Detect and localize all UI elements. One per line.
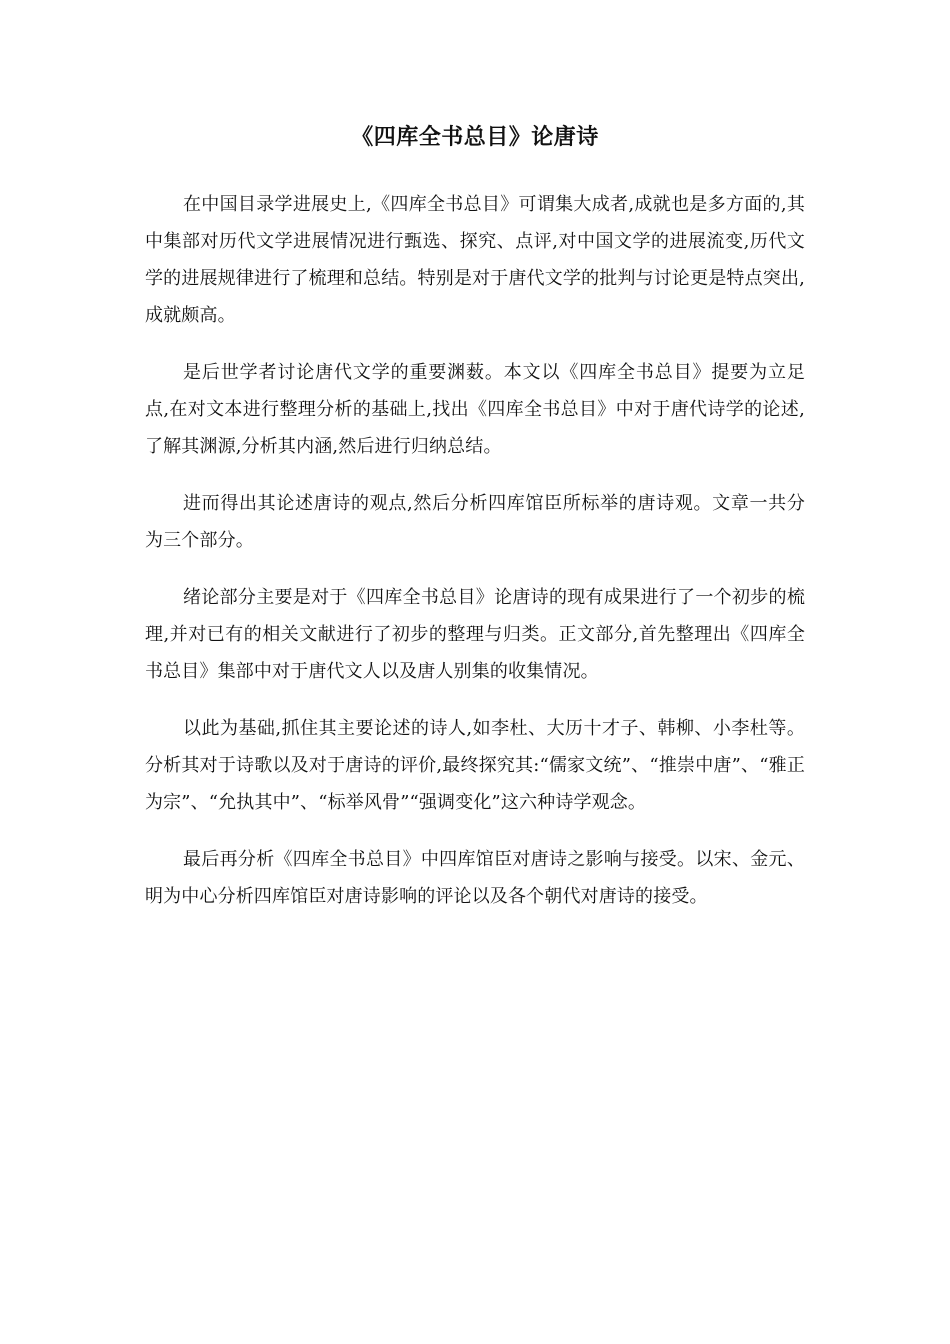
- paragraph: 绪论部分主要是对于《四库全书总目》论唐诗的现有成果进行了一个初步的梳理,并对已有的相关文献进行了初步的整理与归类。正文部分,首先整理出《四库全书总目》集部中对于唐代文人以及唐人别集的收集情况。: [145, 587, 805, 682]
- document-title: 《四库全书总目》论唐诗: [351, 125, 599, 150]
- document-body: [145, 186, 805, 935]
- paragraph: 进而得出其论述唐诗的观点,然后分析四库馆臣所标举的唐诗观。文章一共分为三个部分。: [145, 493, 805, 551]
- paragraph: 最后再分析《四库全书总目》中四库馆臣对唐诗之影响与接受。以宋、金元、明为中心分析四库馆臣对唐诗影响的评论以及各个朝代对唐诗的接受。: [145, 849, 805, 907]
- paragraph: 在中国目录学进展史上,《四库全书总目》可谓集大成者,成就也是多方面的,其中集部对历代文学进展情况进行甄选、探究、点评,对中国文学的进展流变,历代文学的进展规律进行了梳理和总结。特别是对于唐代文学的批判与讨论更是特点突出,成就颇高。: [145, 194, 805, 326]
- paragraph: 以此为基础,抓住其主要论述的诗人,如李杜、大历十才子、韩柳、小李杜等。分析其对于诗歌以及对于唐诗的评价,最终探究其:“儒家文统”、“推崇中唐”、“雅正为宗”、“允执其中”、“标举风骨”“强调变化”这六种诗学观念。: [145, 718, 805, 813]
- paragraph: 是后世学者讨论唐代文学的重要渊薮。本文以《四库全书总目》提要为立足点,在对文本进行整理分析的基础上,找出《四库全书总目》中对于唐代诗学的论述,了解其渊源,分析其内涵,然后进行归纳总结。: [145, 362, 805, 457]
